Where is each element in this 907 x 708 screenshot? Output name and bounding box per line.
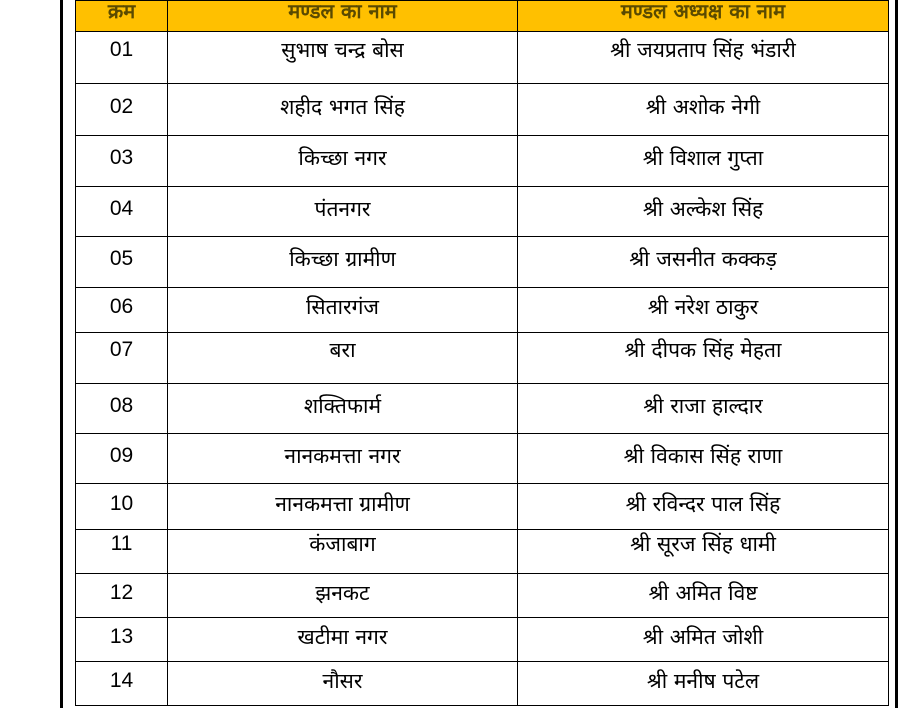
president-name-cell [518, 32, 889, 84]
table-row [76, 384, 889, 434]
serial-number-cell [76, 136, 168, 187]
mandal-name-cell [168, 333, 518, 384]
mandal-name-cell-text: किच्छा ग्रामीण [289, 247, 396, 271]
president-name-cell [518, 136, 889, 187]
mandal-name-cell [168, 237, 518, 288]
table-row [76, 662, 889, 706]
table-row [76, 237, 889, 288]
serial-number-cell [76, 574, 168, 618]
mandal-name-cell [168, 187, 518, 237]
serial-number-cell-text: 01 [109, 37, 134, 61]
mandal-name-cell-text: किच्छा नगर [298, 146, 387, 170]
mandal-name-cell-text: शहीद भगत सिंह [280, 94, 405, 119]
table-row [76, 288, 889, 333]
serial-number-cell-text: 03 [109, 146, 134, 169]
serial-number-cell [76, 662, 168, 706]
president-name-cell [518, 530, 889, 574]
president-name-cell [518, 484, 889, 530]
president-name-cell-text: श्री जसनीत कक्कड़ [629, 247, 777, 271]
mandal-name-cell-text: नानकमत्ता ग्रामीण [275, 491, 410, 516]
mandal-name-cell-text: नौसर [322, 668, 363, 693]
president-name-cell-text: श्री सूरज सिंह धामी [630, 531, 776, 556]
president-name-cell-text: श्री जयप्रताप सिंह भंडारी [610, 37, 796, 62]
serial-number-cell [76, 618, 168, 662]
president-name-cell-text: श्री अमित विष्ट [648, 580, 758, 605]
table-container [75, 0, 888, 706]
mandal-name-cell-text: नानकमत्ता नगर [284, 443, 401, 468]
mandal-name-cell [168, 484, 518, 530]
president-name-cell [518, 384, 889, 434]
serial-number-cell [76, 288, 168, 333]
president-name-cell-text: श्री अशोक नेगी [645, 94, 761, 119]
mandal-name-cell [168, 530, 518, 574]
serial-number-cell [76, 484, 168, 530]
header-mandal-name: मण्डल का नाम [168, 1, 518, 32]
president-name-cell [518, 187, 889, 237]
mandal-name-cell-text: कंजाबाग [309, 531, 376, 556]
serial-number-cell-text: 11 [110, 531, 133, 555]
president-name-cell-text: श्री नरेश ठाकुर [647, 295, 759, 319]
president-name-cell-text: श्री विकास सिंह राणा [623, 443, 783, 468]
serial-number-cell-text: 02 [109, 94, 134, 118]
table-row [76, 618, 889, 662]
table-row [76, 84, 889, 136]
president-name-cell [518, 84, 889, 136]
mandal-name-cell [168, 136, 518, 187]
mandal-name-cell-text: झनकट [315, 580, 370, 605]
mandal-name-cell [168, 662, 518, 706]
president-name-cell [518, 662, 889, 706]
mandal-name-cell [168, 32, 518, 84]
table-row [76, 434, 889, 484]
president-name-cell [518, 618, 889, 662]
serial-number-cell [76, 237, 168, 288]
mandal-name-cell [168, 288, 518, 333]
serial-number-cell [76, 434, 168, 484]
header-president-name: मण्डल अध्यक्ष का नाम [518, 1, 889, 32]
mandal-name-cell [168, 434, 518, 484]
mandal-table [75, 0, 889, 706]
mandal-name-cell-text: सुभाष चन्द्र बोस [281, 37, 404, 62]
mandal-name-cell-text: खटीमा नगर [297, 624, 388, 649]
serial-number-cell-text: 08 [109, 393, 134, 417]
serial-number-cell-text: 06 [109, 295, 134, 318]
table-row [76, 333, 889, 384]
serial-number-cell [76, 333, 168, 384]
president-name-cell [518, 288, 889, 333]
mandal-name-cell [168, 84, 518, 136]
serial-number-cell [76, 187, 168, 237]
table-header-row [76, 1, 889, 32]
president-name-cell-text: श्री अमित जोशी [642, 624, 764, 649]
serial-number-cell-text: 10 [109, 491, 134, 515]
serial-number-cell-text: 14 [109, 668, 134, 692]
table-row [76, 574, 889, 618]
mandal-name-cell [168, 574, 518, 618]
president-name-cell [518, 434, 889, 484]
president-name-cell-text: श्री मनीष पटेल [646, 668, 760, 693]
president-name-cell-text: श्री रविन्दर पाल सिंह [625, 491, 781, 516]
mandal-name-cell-text: शक्तिफार्म [303, 393, 382, 418]
table-row [76, 530, 889, 574]
president-name-cell [518, 333, 889, 384]
table-row [76, 187, 889, 237]
president-name-cell-text: श्री अल्केश सिंह [642, 196, 764, 221]
president-name-cell-text: श्री राजा हाल्दार [643, 393, 763, 418]
president-name-cell-text: श्री दीपक सिंह मेहता [624, 338, 782, 362]
serial-number-cell-text: 05 [109, 247, 134, 270]
serial-number-cell [76, 384, 168, 434]
mandal-name-cell-text: बरा [329, 338, 356, 362]
table-row [76, 32, 889, 84]
mandal-name-cell [168, 618, 518, 662]
president-name-cell-text: श्री विशाल गुप्ता [642, 146, 764, 170]
president-name-cell [518, 574, 889, 618]
serial-number-cell-text: 12 [109, 580, 134, 604]
serial-number-cell-text: 07 [109, 338, 134, 361]
mandal-name-cell-text: पंतनगर [314, 196, 371, 221]
president-name-cell [518, 237, 889, 288]
serial-number-cell [76, 530, 168, 574]
table-row [76, 484, 889, 530]
serial-number-cell [76, 32, 168, 84]
header-serial: क्रम [76, 1, 168, 32]
mandal-name-cell [168, 384, 518, 434]
serial-number-cell-text: 04 [109, 196, 134, 220]
serial-number-cell-text: 09 [109, 443, 134, 467]
mandal-name-cell-text: सितारगंज [305, 295, 380, 319]
serial-number-cell-text: 13 [109, 624, 134, 648]
table-row [76, 136, 889, 187]
serial-number-cell [76, 84, 168, 136]
